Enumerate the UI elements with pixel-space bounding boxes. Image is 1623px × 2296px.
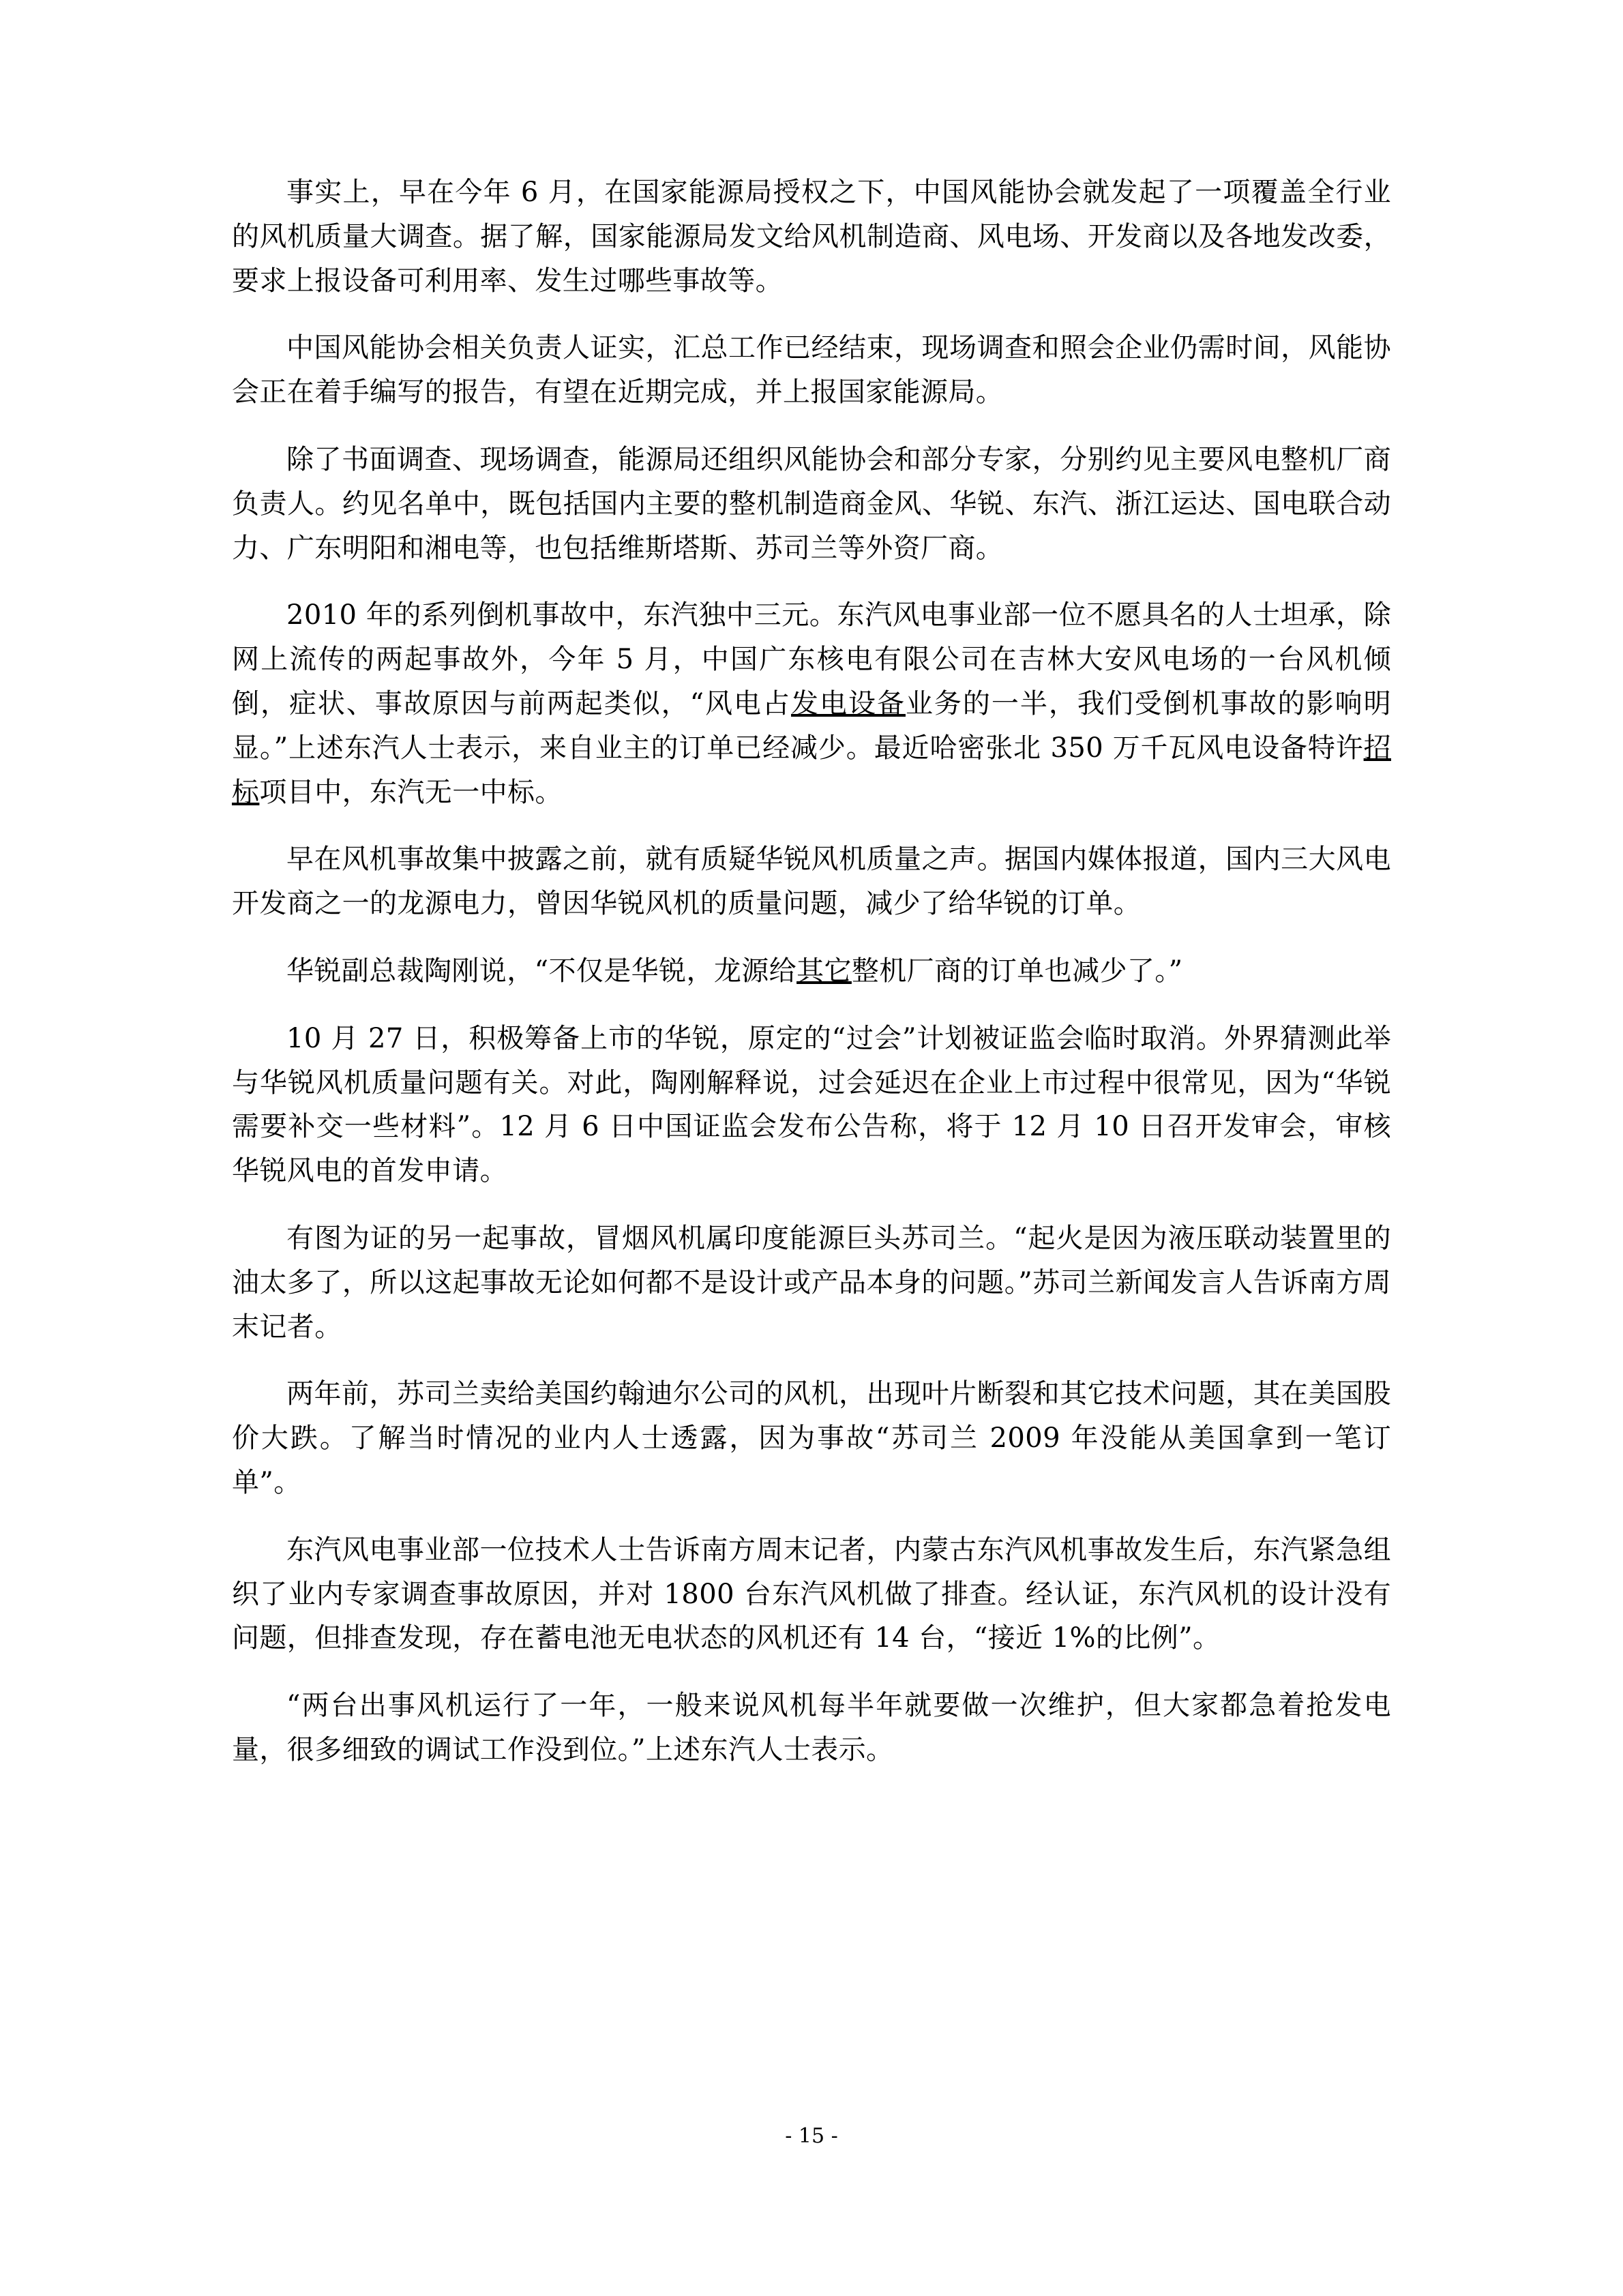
body-text: 业务的一半，我们受倒机事故的影响明显。”上述东汽人士表示，来自业主的订单已经减少。最近哈密张北 350 万千瓦风电设备特许 — [232, 687, 1391, 764]
paragraph-6 — [232, 949, 1391, 994]
paragraph-1: 事实上，早在今年 6 月，在国家能源局授权之下，中国风能协会就发起了一项覆盖全行业的风机质量大调查。据了解，国家能源局发文给风机制造商、风电场、开发商以及各地发改委，要求上报设备可利用率、发生过哪些事故等。 — [232, 177, 1391, 297]
underlined-text: 其它 — [796, 955, 852, 987]
paragraph-11: “两台出事风机运行了一年，一般来说风机每半年就要做一次维护，但大家都急着抢发电量，很多细致的调试工作没到位。”上述东汽人士表示。 — [232, 1690, 1391, 1765]
paragraph-5: 早在风机事故集中披露之前，就有质疑华锐风机质量之声。据国内媒体报道，国内三大风电开发商之一的龙源电力，曾因华锐风机的质量问题，减少了给华锐的订单。 — [232, 844, 1391, 920]
underlined-text: 招标 — [232, 732, 1391, 808]
paragraph-10: 东汽风电事业部一位技术人士告诉南方周末记者，内蒙古东汽风机事故发生后，东汽紧急组织了业内专家调查事故原因，并对 1800 台东汽风机做了排查。经认证，东汽风机的设计没有问题，但排查发现，存在蓄电池无电状态的风机还有 14 台，“接近 1%的比例”。 — [232, 1534, 1391, 1654]
paragraph-4 — [232, 593, 1391, 814]
paragraph-8: 有图为证的另一起事故，冒烟风机属印度能源巨头苏司兰。“起火是因为液压联动装置里的油太多了，所以这起事故无论如何都不是设计或产品本身的问题。”苏司兰新闻发言人告诉南方周末记者。 — [232, 1222, 1391, 1343]
paragraph-7: 10 月 27 日，积极筹备上市的华锐，原定的“过会”计划被证监会临时取消。外界猜测此举与华锐风机质量问题有关。对此，陶刚解释说，过会延迟在企业上市过程中很常见，因为“华锐需要补交一些材料”。12 月 6 日中国证监会发布公告称，将于 12 月 10 日召开发审会，审核华锐风电的首发申请。 — [232, 1022, 1391, 1187]
body-text: 项目中，东汽无一中标。 — [259, 776, 563, 808]
paragraph-3: 除了书面调查、现场调查，能源局还组织风能协会和部分专家，分别约见主要风电整机厂商负责人。约见名单中，既包括国内主要的整机制造商金风、华锐、东汽、浙江运达、国电联合动力、广东明阳和湘电等，也包括维斯塔斯、苏司兰等外资厂商。 — [232, 443, 1391, 564]
body-text: 整机厂商的订单也减少了。” — [851, 955, 1183, 987]
underlined-text: 发电设备 — [791, 687, 906, 719]
paragraph-2: 中国风能协会相关负责人证实，汇总工作已经结束，现场调查和照会企业仍需时间，风能协会正在着手编写的报告，有望在近期完成，并上报国家能源局。 — [232, 332, 1391, 408]
document-body — [232, 170, 1391, 1795]
page-number: - 15 - — [785, 2124, 838, 2148]
body-text: 华锐副总裁陶刚说，“不仅是华锐，龙源给 — [286, 955, 797, 987]
paragraph-9: 两年前，苏司兰卖给美国约翰迪尔公司的风机，出现叶片断裂和其它技术问题，其在美国股价大跌。了解当时情况的业内人士透露，因为事故“苏司兰 2009 年没能从美国拿到一笔订单”。 — [232, 1378, 1391, 1498]
body-text: 2010 年的系列倒机事故中，东汽独中三元。东汽风电事业部一位不愿具名的人士坦承，除网上流传的两起事故外，今年 5 月，中国广东核电有限公司在吉林大安风电场的一台风机倾倒，症状、事故原因与前两起类似，“风电占 — [232, 599, 1391, 719]
